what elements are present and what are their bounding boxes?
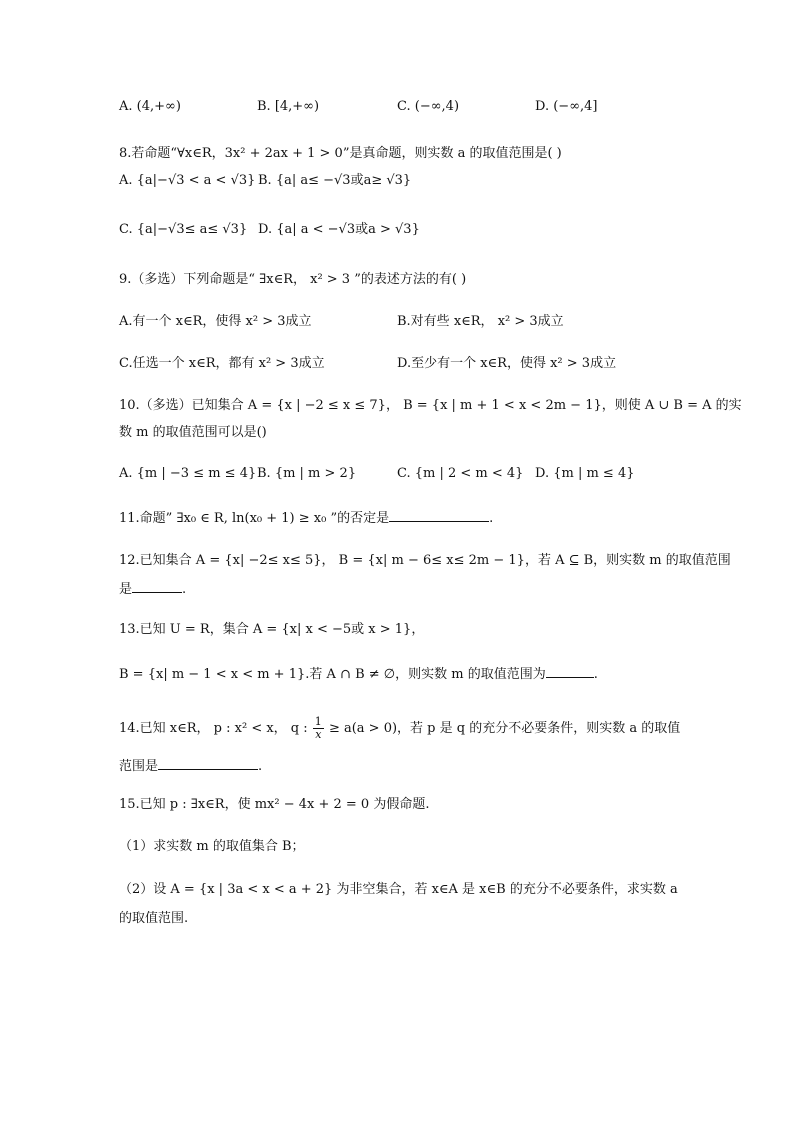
q7-option-a: A. (4,+∞) bbox=[119, 99, 181, 114]
q11-stem: 11.命题” ∃x₀ ∈ R, ln(x₀ + 1) ≥ x₀ ”的否定是 bbox=[119, 511, 390, 526]
q14-line2 bbox=[119, 757, 262, 776]
q13-answer-blank[interactable] bbox=[546, 665, 594, 678]
q8-option-c: C. {a|−√3≤ a≤ √3} bbox=[119, 222, 248, 237]
q13-end: . bbox=[593, 667, 598, 682]
q12-answer-blank[interactable] bbox=[132, 580, 182, 593]
q10-option-b: B. {m | m > 2} bbox=[257, 466, 357, 481]
q15-part2-line1: （2）设 A = {x | 3a < x < a + 2} 为非空集合，若 x∈A 是 x∈B 的充分不必要条件，求实数 a bbox=[119, 882, 678, 897]
q14-fraction bbox=[313, 716, 324, 741]
q7-option-b: B. [4,+∞) bbox=[257, 99, 320, 114]
q8-stem: 8.若命题“∀x∈R，3x² + 2ax + 1 > 0”是真命题，则实数 a 的取值范围是( ) bbox=[119, 146, 562, 161]
q8-option-a: A. {a|−√3 < a < √3} bbox=[119, 173, 256, 188]
q9-option-b: B.对有些 x∈R， x² > 3成立 bbox=[397, 314, 564, 329]
q14-fraction-denominator: x bbox=[315, 728, 322, 741]
q10-option-c: C. {m | 2 < m < 4} bbox=[397, 466, 524, 481]
q8-option-b: B. {a| a≤ −√3或a≥ √3} bbox=[258, 173, 412, 188]
q13-line2 bbox=[119, 665, 598, 684]
q13-line2-text: B = {x| m − 1 < x < m + 1}.若 A ∩ B ≠ ∅，则实数 m 的取值范围为 bbox=[119, 667, 546, 682]
q11-line bbox=[119, 509, 493, 528]
q10-stem-line2: 数 m 的取值范围可以是() bbox=[119, 425, 267, 440]
q14-fraction-numerator: 1 bbox=[314, 715, 322, 728]
q10-option-d: D. {m | m ≤ 4} bbox=[535, 466, 635, 481]
q15-part1: （1）求实数 m 的取值集合 B； bbox=[119, 839, 305, 854]
q14-end: . bbox=[258, 759, 263, 774]
q14-line2-text: 范围是 bbox=[119, 759, 159, 774]
q9-option-c: C.任选一个 x∈R，都有 x² > 3成立 bbox=[119, 356, 325, 371]
q15-part2-line2: 的取值范围. bbox=[119, 911, 189, 926]
q14-line1-pre: 14.已知 x∈R， p : x² < x， q : bbox=[119, 721, 308, 736]
q8-option-d: D. {a| a < −√3或a > √3} bbox=[258, 222, 420, 237]
q15-stem: 15.已知 p : ∃x∈R，使 mx² − 4x + 2 = 0 为假命题. bbox=[119, 797, 430, 812]
q10-option-a: A. {m | −3 ≤ m ≤ 4} bbox=[119, 466, 257, 481]
q14-line1 bbox=[119, 716, 680, 741]
q12-line1: 12.已知集合 A = {x| −2≤ x≤ 5}， B = {x| m − 6≤ x≤ 2m − 1}，若 A ⊆ B，则实数 m 的取值范围 bbox=[119, 553, 731, 568]
q14-answer-blank[interactable] bbox=[158, 757, 258, 770]
q7-option-d: D. (−∞,4] bbox=[535, 99, 598, 114]
q11-answer-blank[interactable] bbox=[389, 509, 489, 522]
q7-option-c: C. (−∞,4) bbox=[397, 99, 460, 114]
q9-stem: 9.（多选）下列命题是“ ∃x∈R， x² > 3 ”的表述方法的有( ) bbox=[119, 272, 467, 287]
q13-line1: 13.已知 U = R，集合 A = {x| x < −5或 x > 1}， bbox=[119, 622, 425, 637]
q12-end: . bbox=[182, 582, 187, 597]
q12-line2 bbox=[119, 580, 186, 599]
q12-line2-text: 是 bbox=[119, 582, 133, 597]
q14-line1-post: ≥ a(a > 0)，若 p 是 q 的充分不必要条件，则实数 a 的取值 bbox=[328, 721, 681, 736]
q10-stem-line1: 10.（多选）已知集合 A = {x | −2 ≤ x ≤ 7}， B = {x | m + 1 < x < 2m − 1}，则使 A ∪ B = A 的实 bbox=[119, 398, 742, 413]
q9-option-a: A.有一个 x∈R，使得 x² > 3成立 bbox=[119, 314, 312, 329]
q9-option-d: D.至少有一个 x∈R，使得 x² > 3成立 bbox=[397, 356, 617, 371]
q11-end: . bbox=[489, 511, 494, 526]
